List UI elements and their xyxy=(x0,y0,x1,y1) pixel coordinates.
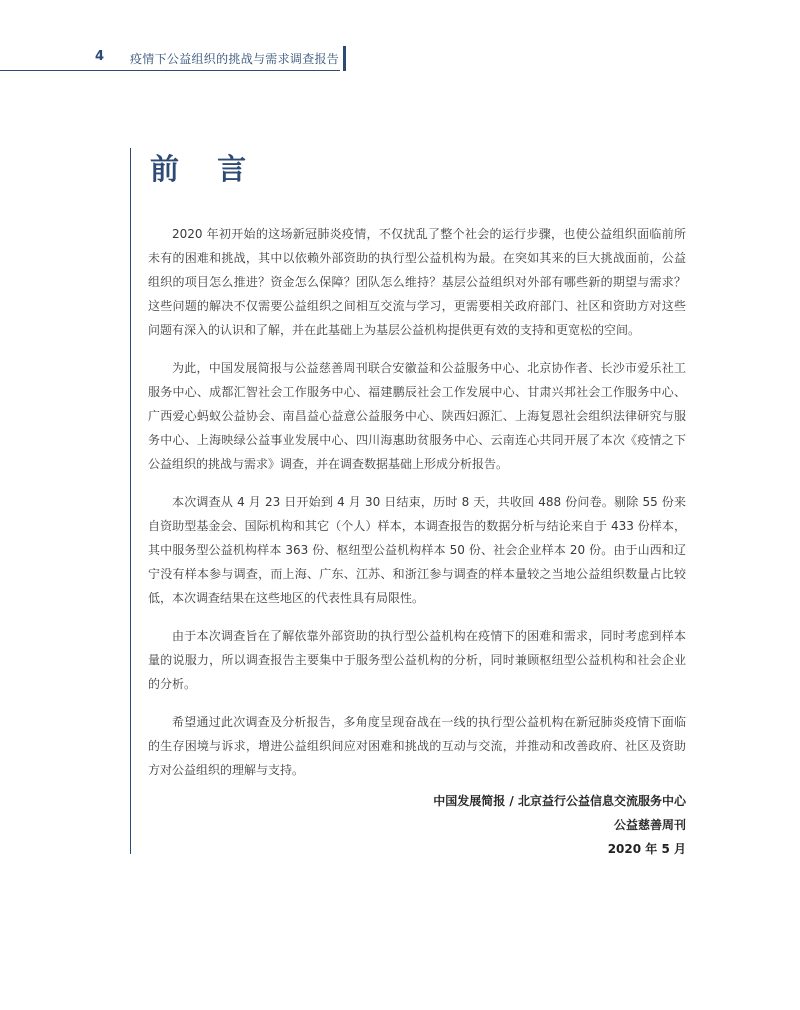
paragraph: 希望通过此次调查及分析报告，多角度呈现奋战在一线的执行型公益机构在新冠肺炎疫情下面临的生存困境与诉求，增进公益组织间应对困难和挑战的互动与交流，并推动和改善政府、社区及资助方对公益组织的理解与支持。 xyxy=(148,715,686,777)
running-title: 疫情下公益组织的挑战与需求调查报告 xyxy=(130,52,340,66)
signature-block xyxy=(148,789,686,861)
signature-publication: 公益慈善周刊 xyxy=(613,818,686,832)
paragraph: 为此，中国发展简报与公益慈善周刊联合安徽益和公益服务中心、北京协作者、长沙市爱乐社工服务中心、成都汇智社会工作服务中心、福建鹏辰社会工作发展中心、甘肃兴邦社会工作服务中心、广西爱心蚂蚁公益协会、南昌益心益意公益服务中心、陕西妇源汇、上海复恩社会组织法律研究与服务中心、上海映绿公益事业发展中心、四川海惠助贫服务中心、云南连心共同开展了本次《疫情之下公益组织的挑战与需求》调查，并在调查数据基础上形成分析报告。 xyxy=(148,361,686,471)
body-text xyxy=(148,222,686,796)
paragraph: 本次调查从 4 月 23 日开始到 4 月 30 日结束，历时 8 天，共收回 488 份问卷。剔除 55 份来自资助型基金会、国际机构和其它（个人）样本，本调查报告的数据分析与结论来自于 433 份样本，其中服务型公益机构样本 363 份、枢纽型公益机构样本 50 份、社会企业样本 20 份。由于山西和辽宁没有样本参与调查，而上海、广东、江苏、和浙江参与调查的样本量较之当地公益组织数量占比较低，本次调查结果在这些地区的代表性具有局限性。 xyxy=(148,495,686,605)
paragraph: 2020 年初开始的这场新冠肺炎疫情，不仅扰乱了整个社会的运行步骤，也使公益组织面临前所未有的困难和挑战，其中以依赖外部资助的执行型公益机构为最。在突如其来的巨大挑战面前，公益组织的项目怎么推进？资金怎么保障？团队怎么维持？基层公益组织对外部有哪些新的期望与需求？这些问题的解决不仅需要公益组织之间相互交流与学习，更需要相关政府部门、社区和资助方对这些问题有深入的认识和了解，并在此基础上为基层公益机构提供更有效的支持和更宽松的空间。 xyxy=(148,227,686,337)
side-rule xyxy=(130,148,131,854)
paragraph: 由于本次调查旨在了解依靠外部资助的执行型公益机构在疫情下的困难和需求，同时考虑到样本量的说服力，所以调查报告主要集中于服务型公益机构的分析，同时兼顾枢纽型公益机构和社会企业的分析。 xyxy=(148,629,686,691)
section-heading: 前 言 xyxy=(150,152,261,186)
header-rule xyxy=(0,70,340,71)
signature-organizations: 中国发展简报 / 北京益行公益信息交流服务中心 xyxy=(433,794,686,808)
page-number: 4 xyxy=(95,49,105,64)
header-divider-bar xyxy=(343,46,346,71)
signature-date: 2020 年 5 月 xyxy=(607,842,686,856)
